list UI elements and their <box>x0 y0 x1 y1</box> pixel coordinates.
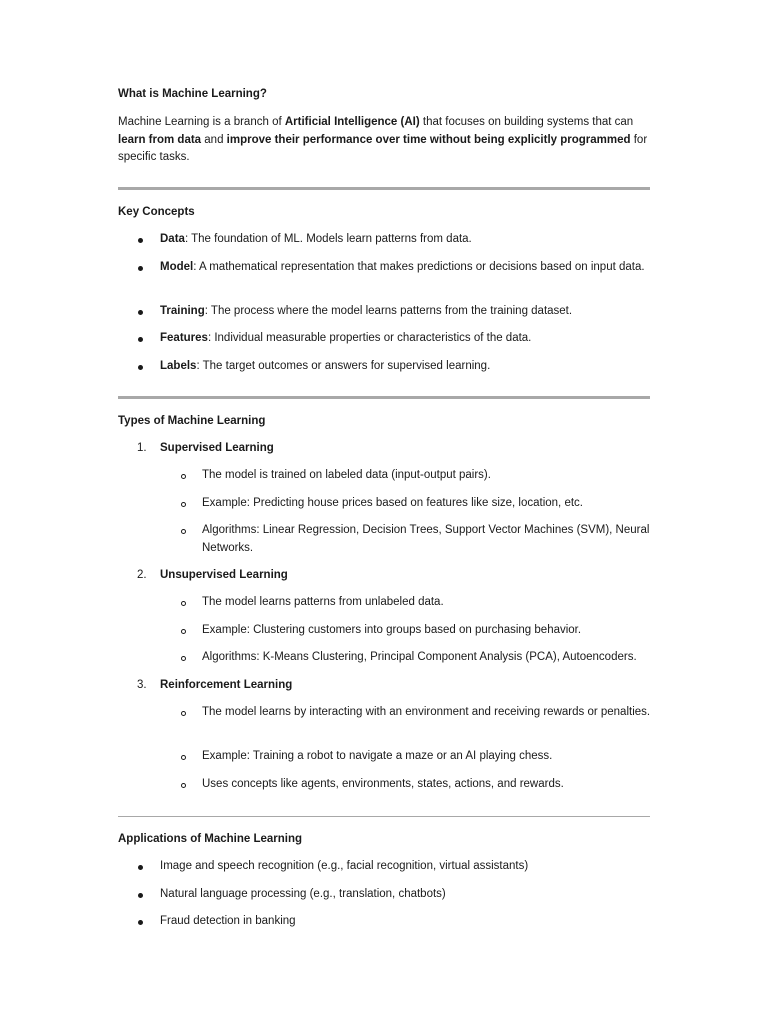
section-title-what-is-ml: What is Machine Learning? <box>118 88 267 100</box>
type-point: The model learns patterns from unlabeled data. <box>202 596 444 608</box>
intro-text: that focuses on building systems that can <box>419 116 634 128</box>
bullet-icon <box>138 238 143 243</box>
application-item: Fraud detection in banking <box>160 915 296 927</box>
key-concept-item <box>160 231 650 249</box>
intro-bold-learn: learn from data <box>118 133 202 146</box>
key-concept-item <box>160 358 650 376</box>
concept-desc: : The target outcomes or answers for supervised learning. <box>196 360 491 372</box>
bullet-icon <box>138 310 143 315</box>
list-number: 2. <box>137 569 147 581</box>
bullet-icon <box>138 865 143 870</box>
application-item: Natural language processing (e.g., translation, chatbots) <box>160 888 446 900</box>
intro-paragraph <box>118 114 653 167</box>
intro-bold-improve: improve their performance over time without being explicitly programmed <box>226 133 631 146</box>
key-concept-item <box>160 303 650 321</box>
type-point: Uses concepts like agents, environments, states, actions, and rewards. <box>202 778 564 790</box>
concept-desc: : A mathematical representation that makes predictions or decisions based on input data. <box>193 261 645 273</box>
section-title-key-concepts: Key Concepts <box>118 206 195 218</box>
concept-desc: : The foundation of ML. Models learn patterns from data. <box>184 233 472 245</box>
concept-desc: : The process where the model learns patterns from the training dataset. <box>204 305 573 317</box>
hollow-bullet-icon <box>181 502 186 507</box>
concept-term: Data <box>160 233 185 245</box>
type-name: Supervised Learning <box>160 442 274 454</box>
concept-term: Model <box>160 261 194 273</box>
section-title-types: Types of Machine Learning <box>118 415 266 427</box>
hollow-bullet-icon <box>181 656 186 661</box>
section-title-applications: Applications of Machine Learning <box>118 833 303 845</box>
type-name: Unsupervised Learning <box>160 569 288 581</box>
concept-term: Training <box>160 305 205 317</box>
type-point: The model learns by interacting with an environment and receiving rewards or penalties. <box>202 706 651 718</box>
intro-text: Machine Learning is a branch of <box>118 116 285 128</box>
hollow-bullet-icon <box>181 711 186 716</box>
type-name: Reinforcement Learning <box>160 679 293 691</box>
type-point: Algorithms: K-Means Clustering, Principal Component Analysis (PCA), Autoencoders. <box>202 651 637 663</box>
horizontal-rule <box>118 187 650 190</box>
key-concept-item <box>160 330 650 348</box>
bullet-icon <box>138 920 143 925</box>
type-point: Example: Clustering customers into groups based on purchasing behavior. <box>202 624 582 636</box>
key-concept-item <box>160 259 650 277</box>
horizontal-rule <box>118 396 650 399</box>
intro-text: and <box>201 133 227 146</box>
horizontal-rule <box>118 816 650 817</box>
bullet-icon <box>138 365 143 370</box>
hollow-bullet-icon <box>181 474 186 479</box>
intro-bold-ai: Artificial Intelligence (AI) <box>284 116 420 128</box>
type-point: The model is trained on labeled data (input-output pairs). <box>202 469 491 481</box>
hollow-bullet-icon <box>181 629 186 634</box>
concept-term: Labels <box>160 360 197 372</box>
concept-desc: : Individual measurable properties or characteristics of the data. <box>207 332 532 344</box>
hollow-bullet-icon <box>181 529 186 534</box>
concept-term: Features <box>160 332 208 344</box>
list-number: 3. <box>137 679 147 691</box>
bullet-icon <box>138 266 143 271</box>
bullet-icon <box>138 337 143 342</box>
type-point: Algorithms: Linear Regression, Decision Trees, Support Vector Machines (SVM), Neural Networks. <box>202 524 650 554</box>
hollow-bullet-icon <box>181 755 186 760</box>
type-point: Example: Predicting house prices based on features like size, location, etc. <box>202 497 583 509</box>
type-point: Example: Training a robot to navigate a maze or an AI playing chess. <box>202 750 553 762</box>
hollow-bullet-icon <box>181 783 186 788</box>
application-item: Image and speech recognition (e.g., facial recognition, virtual assistants) <box>160 860 529 872</box>
bullet-icon <box>138 893 143 898</box>
intro-text: for specific tasks. <box>118 133 648 163</box>
hollow-bullet-icon <box>181 601 186 606</box>
list-number: 1. <box>137 442 147 454</box>
